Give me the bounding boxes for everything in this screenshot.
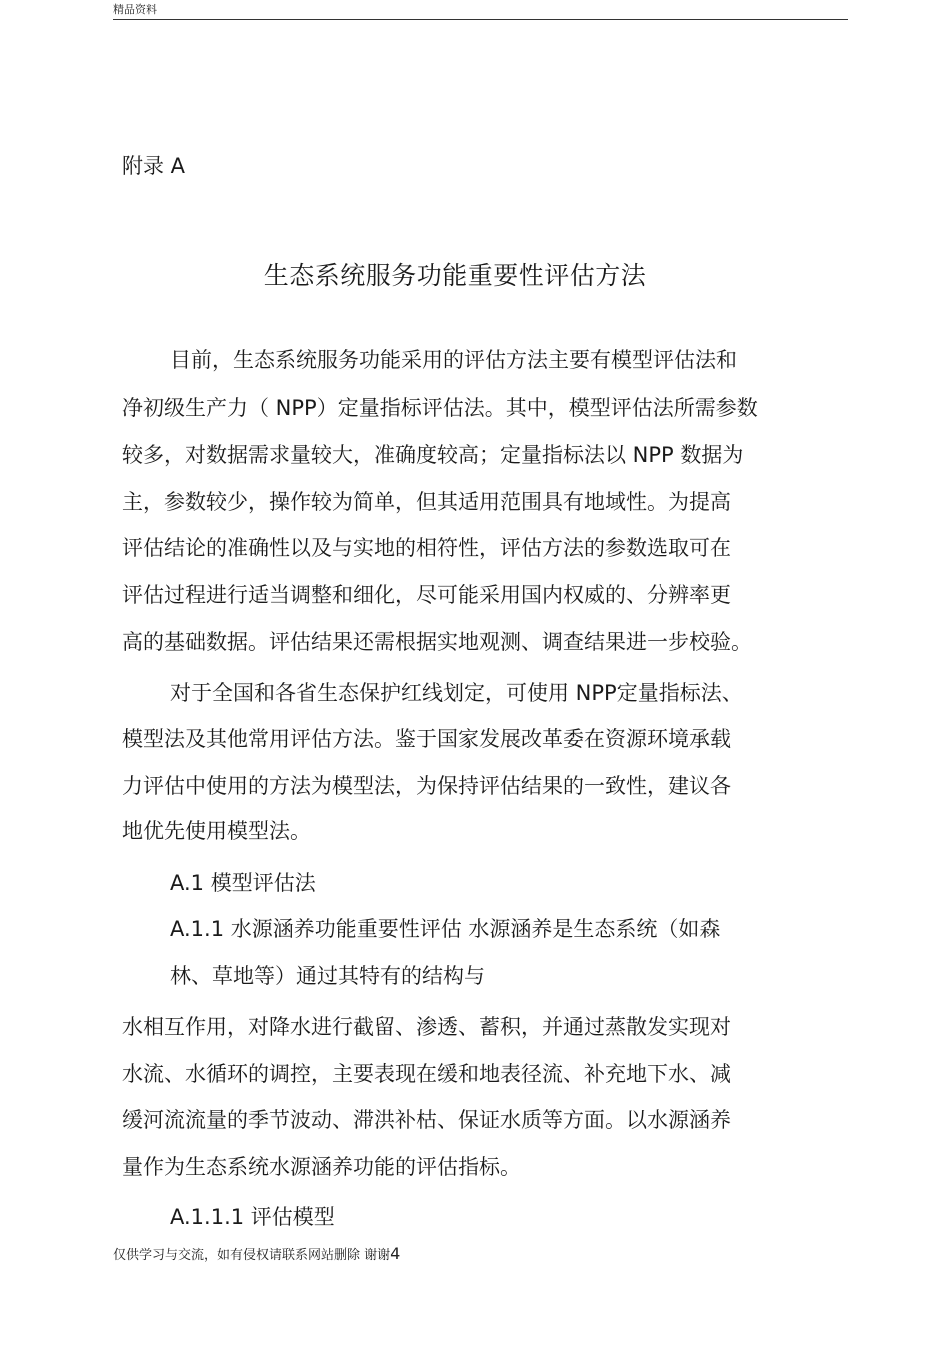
document-title: 生态系统服务功能重要性评估方法 [263,261,647,290]
footer-text: 仅供学习与交流，如有侵权请联系网站删除 谢谢 [113,1248,391,1263]
paragraph-line: 水流、水循环的调控，主要表现在缓和地表径流、补充地下水、减 [122,1062,731,1086]
paragraph-line: 评估结论的准确性以及与实地的相符性，评估方法的参数选取可在 [122,536,731,560]
subsubsection-heading: A.1.1.1 评估模型 [170,1205,335,1229]
paragraph-line: 对于全国和各省生态保护红线划定，可使用 NPP定量指标法、 [170,681,743,705]
subsection-heading: A.1.1 水源涵养功能重要性评估 水源涵养是生态系统（如森 [170,917,721,941]
page-number: 4 [390,1244,401,1263]
paragraph-line: 主，参数较少，操作较为简单，但其适用范围具有地域性。为提高 [122,490,731,514]
paragraph-line: 力评估中使用的方法为模型法，为保持评估结果的一致性，建议各 [122,774,731,798]
paragraph-line: 目前，生态系统服务功能采用的评估方法主要有模型评估法和 [170,348,737,372]
paragraph-line: 较多，对数据需求量较大，准确度较高；定量指标法以 NPP 数据为 [122,443,744,467]
paragraph-line: 高的基础数据。评估结果还需根据实地观测、调查结果进一步校验。 [122,630,752,654]
footer [113,1244,400,1263]
paragraph-line: 林、草地等）通过其特有的结构与 [170,964,485,988]
section-heading: A.1 模型评估法 [170,871,316,895]
paragraph-line: 地优先使用模型法。 [122,819,311,843]
paragraph-line: 评估过程进行适当调整和细化，尽可能采用国内权威的、分辨率更 [122,583,731,607]
paragraph-line: 缓河流流量的季节波动、滞洪补枯、保证水质等方面。以水源涵养 [122,1108,731,1132]
paragraph-line: 量作为生态系统水源涵养功能的评估指标。 [122,1155,521,1179]
header-label: 精品资料 [113,3,157,16]
paragraph-line: 模型法及其他常用评估方法。鉴于国家发展改革委在资源环境承载 [122,727,731,751]
appendix-label: 附录 A [122,154,186,178]
header-divider [113,19,848,20]
paragraph-line: 净初级生产力（ NPP）定量指标评估法。其中，模型评估法所需参数 [122,396,758,420]
paragraph-line: 水相互作用，对降水进行截留、渗透、蓄积，并通过蒸散发实现对 [122,1015,731,1039]
